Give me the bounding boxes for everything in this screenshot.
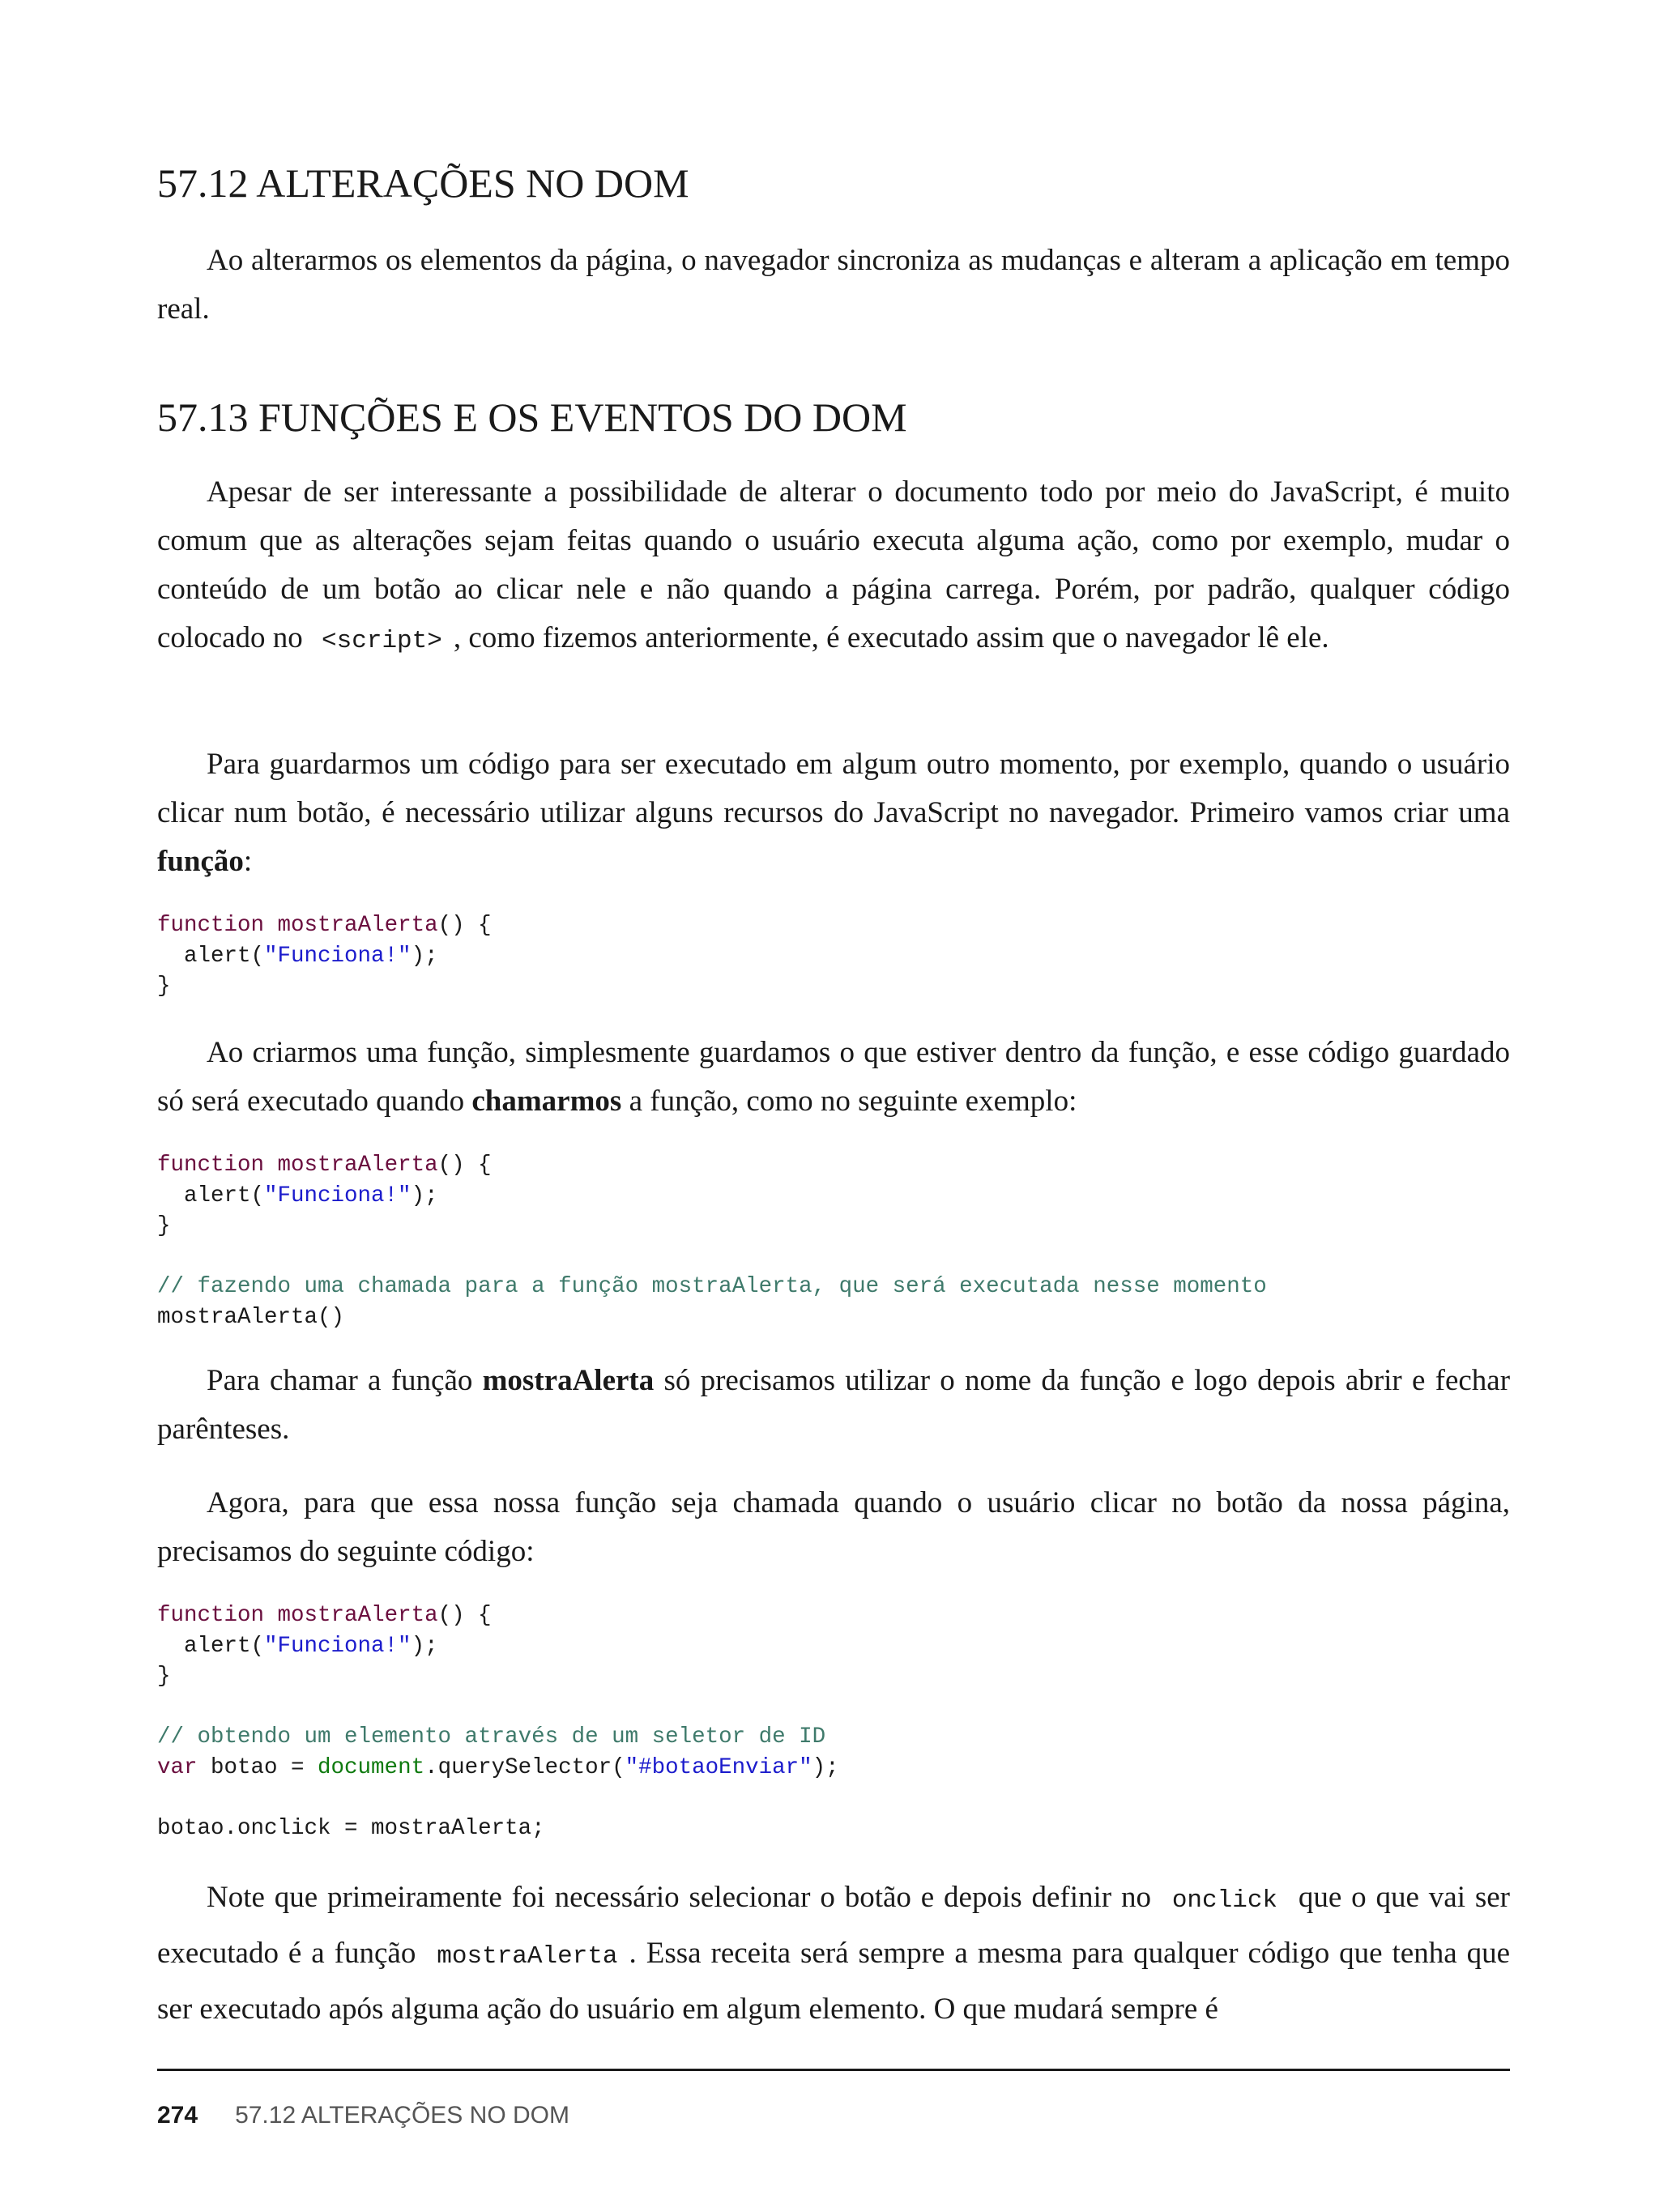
code-text: mostraAlerta() [157,1304,345,1330]
inline-code-mostraalerta: mostraAlerta [437,1942,618,1971]
page-footer [157,2099,569,2132]
code-block-function-call [157,1150,1267,1332]
code-text: ); [411,1183,438,1208]
code-text: alert( [157,1633,265,1659]
code-string: "Funciona!" [264,943,412,969]
paragraph-text: . Essa receita será sempre a mesma para qualquer código que tenha que ser executado após alguma ação do usuário em algum elemento. O que mudará sempre é [157,1937,1511,2026]
code-keyword: var [157,1754,198,1780]
bold-chamarmos: chamarmos [471,1085,622,1118]
code-function-name: mostraAlerta [277,1153,438,1178]
code-text: () { [437,913,492,938]
code-text: () { [437,1153,492,1178]
paragraph-text: Agora, para que essa nossa função seja chamada quando o usuário clicar no botão da nossa página, precisamos do seguinte código: [157,1486,1510,1568]
paragraph-text: : [243,845,253,878]
page-number: 274 [157,2102,198,2129]
code-text: alert( [157,1183,265,1208]
code-block-onclick [157,1600,839,1843]
paragraph-text: a função, como no seguinte exemplo: [629,1085,1077,1118]
paragraph-text: , como fizemos anteriormente, é executado assim que o navegador lê ele. [453,621,1329,654]
paragraph-chamar [157,1357,1510,1454]
paragraph-text: Ao criarmos uma função, simplesmente guardamos o que estiver dentro da função, e esse código guardado só será executado quando [157,1036,1510,1118]
code-comment: // obtendo um elemento através de um seletor de ID [157,1724,826,1750]
inline-code-script: <script> [322,627,442,655]
code-string: "#botaoEnviar" [625,1754,812,1780]
code-function-name: mostraAlerta [277,1603,438,1628]
code-text: ); [411,943,438,969]
code-string: "Funciona!" [264,1633,412,1659]
paragraph-note [157,1871,1510,2035]
code-text: botao.onclick = mostraAlerta; [157,1815,545,1841]
paragraph-text: Apesar de ser interessante a possibilidade de alterar o documento todo por meio do JavaScript, é muito comum que as alterações sejam feitas quando o usuário executa alguma ação, como por exemplo, mudar o conteúdo de um botão ao clicar nele e não quando a página carrega. Porém, por padrão, qualquer código colocado no [157,475,1510,654]
paragraph-text: só precisamos utilizar o nome da função e logo depois abrir e fechar parênteses. [157,1364,1511,1446]
code-comment: // fazendo uma chamada para a função mostraAlerta, que será executada nesse momento [157,1274,1267,1299]
code-document: document [318,1754,425,1780]
code-text: ); [411,1633,438,1659]
paragraph-text: que o que vai ser executado é a função [157,1881,1511,1970]
paragraph-text: Para guardarmos um código para ser executado em algum outro momento, por exemplo, quando o usuário clicar num botão, é necessário utilizar alguns recursos do JavaScript no navegador. Primeiro vamos criar uma [157,748,1510,829]
paragraph-guardarmos [157,740,1510,886]
paragraph-criarmos [157,1029,1510,1126]
code-text: () { [437,1603,492,1628]
paragraph-text: Note que primeiramente foi necessário selecionar o botão e depois definir no [207,1881,1151,1914]
code-keyword: function [157,1153,265,1178]
paragraph-agora [157,1479,1510,1576]
paragraph-text: Para chamar a função [207,1364,473,1397]
paragraph-alteracoes [157,237,1510,334]
footer-divider [157,2069,1510,2071]
code-text: alert( [157,943,265,969]
section-heading-alteracoes: 57.12 ALTERAÇÕES NO DOM [157,160,689,206]
code-text: botao = [197,1754,318,1780]
code-text: .querySelector( [424,1754,625,1780]
inline-code-onclick: onclick [1171,1886,1278,1915]
code-block-function [157,910,492,1002]
bold-mostraalerta: mostraAlerta [482,1364,655,1397]
code-text: } [157,1664,171,1689]
code-string: "Funciona!" [264,1183,412,1208]
code-keyword: function [157,1603,265,1628]
code-function-name: mostraAlerta [277,913,438,938]
paragraph-apesar [157,468,1510,666]
code-text: } [157,1213,171,1238]
code-text: ); [812,1754,839,1780]
bold-funcao: função [157,845,244,878]
code-keyword: function [157,913,265,938]
code-text: } [157,974,171,999]
section-heading-funcoes-eventos: 57.13 FUNÇÕES E OS EVENTOS DO DOM [157,394,907,440]
paragraph-text: Ao alterarmos os elementos da página, o navegador sincroniza as mudanças e alteram a aplicação em tempo real. [157,244,1510,326]
footer-section-title: 57.12 ALTERAÇÕES NO DOM [235,2102,569,2129]
